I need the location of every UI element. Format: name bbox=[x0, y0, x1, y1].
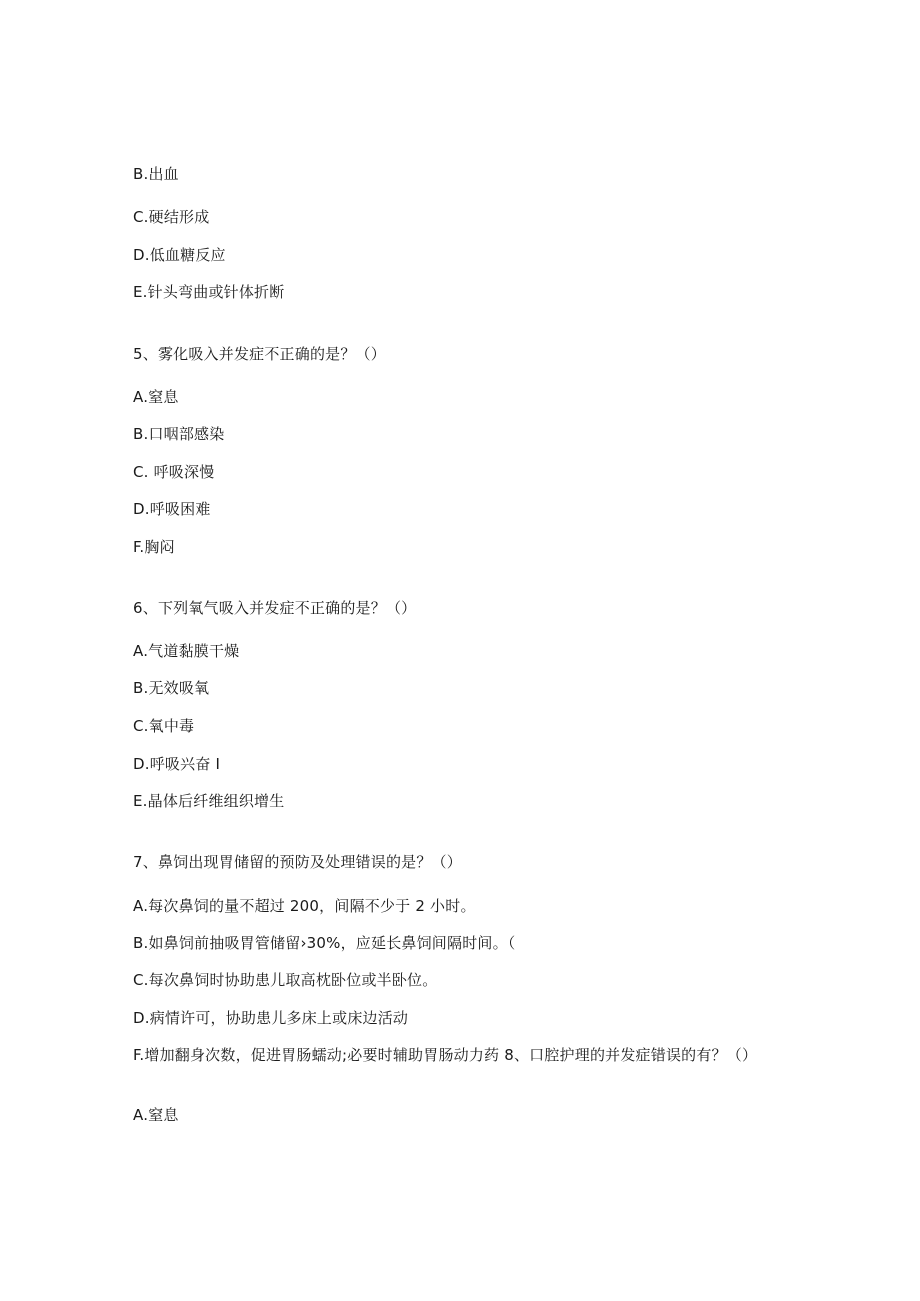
option-c: C.硬结形成 bbox=[133, 208, 210, 226]
option-e: E.针头弯曲或针体折断 bbox=[133, 283, 285, 301]
option-d: D.呼吸困难 bbox=[133, 500, 211, 518]
question-6: 6、下列氧气吸入并发症不正确的是？（） bbox=[133, 599, 417, 617]
option-c: C.每次鼻饲时协助患儿取高枕卧位或半卧位。 bbox=[133, 971, 438, 989]
option-b: B.无效吸氧 bbox=[133, 679, 210, 697]
option-d: D.低血糖反应 bbox=[133, 246, 226, 264]
option-e: E.晶体后纤维组织增生 bbox=[133, 792, 285, 810]
option-f: F.增加翻身次数，促进胃肠蠕动;必要时辅助胃肠动力药 8、口腔护理的并发症错误的有？（） bbox=[133, 1046, 758, 1064]
option-b: B.口咽部感染 bbox=[133, 425, 225, 443]
option-a: A.窒息 bbox=[133, 388, 179, 406]
option-d: D.呼吸兴奋 I bbox=[133, 755, 221, 773]
option-b: B.如鼻饲前抽吸胃管储留›30%，应延长鼻饲间隔时间。（ bbox=[133, 934, 516, 952]
option-c: C.氧中毒 bbox=[133, 717, 195, 735]
option-d: D.病情许可，协助患儿多床上或床边活动 bbox=[133, 1009, 409, 1027]
option-b: B.出血 bbox=[133, 165, 179, 183]
option-f: F.胸闷 bbox=[133, 538, 175, 556]
option-a: A.每次鼻饲的量不超过 200，间隔不少于 2 小时。 bbox=[133, 897, 476, 915]
question-7: 7、鼻饲出现胃储留的预防及处理错误的是？（） bbox=[133, 853, 462, 871]
option-a: A.气道黏膜干燥 bbox=[133, 642, 240, 660]
question-5: 5、雾化吸入并发症不正确的是？（） bbox=[133, 345, 386, 363]
option-c: C. 呼吸深慢 bbox=[133, 463, 215, 481]
option-a: A.窒息 bbox=[133, 1106, 179, 1124]
